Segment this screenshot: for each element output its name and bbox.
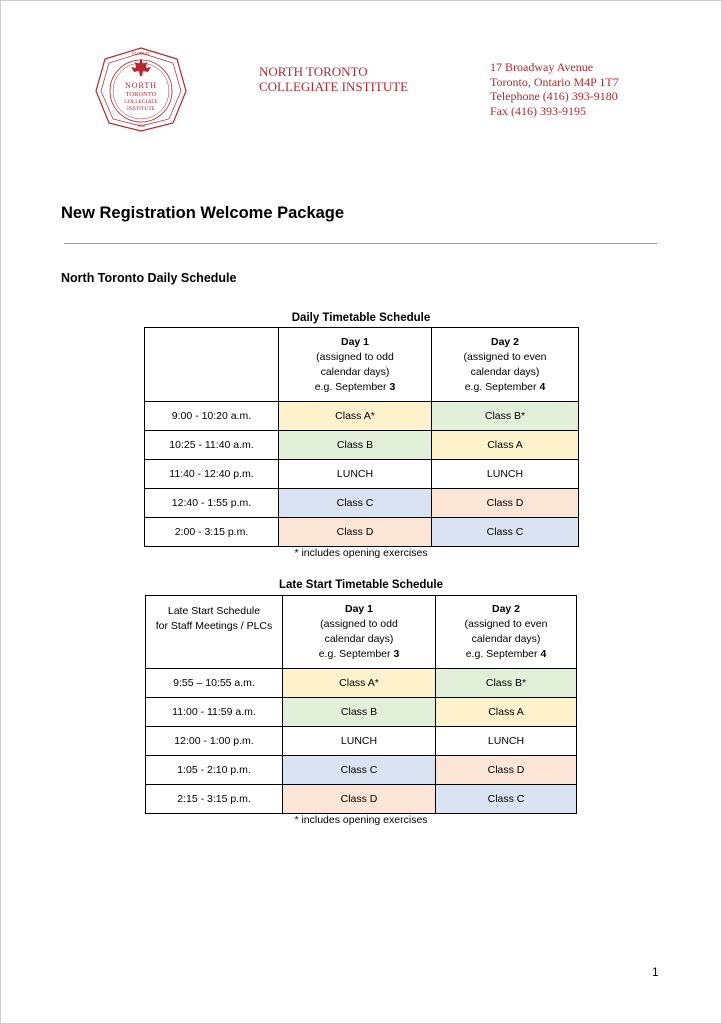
day2-title: Day 2 <box>491 603 521 615</box>
day1-example-prefix: e.g. September <box>314 380 390 393</box>
day2-desc-1: (assigned to even <box>464 618 548 630</box>
table-header-row <box>145 328 579 402</box>
school-address <box>490 60 619 118</box>
time-cell: 9:00 - 10:20 a.m. <box>145 402 279 431</box>
day1-class-cell: Class A* <box>279 402 432 431</box>
day2-class-cell: Class D <box>432 489 579 518</box>
section-title: North Toronto Daily Schedule <box>61 271 237 285</box>
time-cell: 2:15 - 3:15 p.m. <box>146 785 283 814</box>
time-cell: 12:40 - 1:55 p.m. <box>145 489 279 518</box>
table-row <box>145 489 579 518</box>
late-start-timetable <box>145 595 577 814</box>
day1-desc-2: calendar days) <box>324 633 394 645</box>
day1-class-cell: LUNCH <box>279 460 432 489</box>
address-city: Toronto, Ontario M4P 1T7 <box>490 74 619 89</box>
day2-class-cell: LUNCH <box>436 727 577 756</box>
day2-example-prefix: e.g. September <box>465 648 541 660</box>
day1-class-cell: Class A* <box>283 669 436 698</box>
day1-class-cell: LUNCH <box>283 727 436 756</box>
time-cell: 2:00 - 3:15 p.m. <box>145 518 279 547</box>
day1-class-cell: Class C <box>283 756 436 785</box>
title-divider <box>64 243 657 244</box>
corner-line-2: for Staff Meetings / PLCs <box>155 620 273 632</box>
day1-desc-1: (assigned to odd <box>316 350 394 363</box>
school-name <box>259 64 408 94</box>
time-cell: 10:25 - 11:40 a.m. <box>145 431 279 460</box>
day1-desc-2: calendar days) <box>320 365 390 378</box>
table-row <box>146 669 577 698</box>
day2-class-cell: LUNCH <box>432 460 579 489</box>
corner-cell <box>145 328 279 402</box>
school-name-line-1: NORTH TORONTO <box>259 64 368 79</box>
day2-header <box>432 328 579 402</box>
corner-cell <box>146 596 283 669</box>
document-title: New Registration Welcome Package <box>61 204 345 222</box>
table-row <box>145 518 579 547</box>
day1-class-cell: Class D <box>279 518 432 547</box>
table-row <box>145 402 579 431</box>
crest-year: 1912 <box>137 123 145 128</box>
day1-example-number: 3 <box>393 648 400 660</box>
day1-title: Day 1 <box>340 335 370 348</box>
day1-header <box>279 328 432 402</box>
day2-class-cell: Class D <box>436 756 577 785</box>
daily-timetable <box>144 327 579 547</box>
day1-desc-1: (assigned to odd <box>320 618 398 630</box>
crest-line-3: COLLEGIATE <box>124 99 158 105</box>
late-start-timetable-caption: Late Start Timetable Schedule <box>278 579 444 591</box>
table-row <box>145 460 579 489</box>
day1-class-cell: Class C <box>279 489 432 518</box>
daily-timetable-note: * includes opening exercises <box>294 547 428 559</box>
table-row <box>146 756 577 785</box>
address-telephone: Telephone (416) 393-9180 <box>490 89 618 103</box>
day2-header <box>436 596 577 669</box>
school-crest-logo <box>93 45 189 133</box>
day2-desc-2: calendar days) <box>471 633 541 645</box>
day2-example <box>438 647 574 662</box>
day2-class-cell: Class C <box>432 518 579 547</box>
table-row <box>146 785 577 814</box>
day2-desc-2: calendar days) <box>470 365 540 378</box>
time-cell: 9:55 – 10:55 a.m. <box>146 669 283 698</box>
day1-example <box>285 647 433 662</box>
table-row <box>146 698 577 727</box>
crest-line-1: NORTH <box>124 81 158 90</box>
day2-example <box>434 380 576 395</box>
school-name-line-2: COLLEGIATE INSTITUTE <box>259 79 409 94</box>
table-row <box>146 727 577 756</box>
corner-line-1: Late Start Schedule <box>167 605 261 617</box>
day2-class-cell: Class B* <box>432 402 579 431</box>
day1-class-cell: Class B <box>283 698 436 727</box>
address-fax: Fax (416) 393-9195 <box>490 103 586 118</box>
day1-class-cell: Class D <box>283 785 436 814</box>
time-cell: 12:00 - 1:00 p.m. <box>146 727 283 756</box>
daily-timetable-caption: Daily Timetable Schedule <box>291 312 431 324</box>
page-number: 1 <box>652 965 659 979</box>
time-cell: 11:40 - 12:40 p.m. <box>145 460 279 489</box>
day1-class-cell: Class B <box>279 431 432 460</box>
day1-title: Day 1 <box>344 603 374 615</box>
day2-desc-1: (assigned to even <box>463 350 547 363</box>
day2-class-cell: Class C <box>436 785 577 814</box>
day2-example-number: 4 <box>540 648 547 660</box>
crest-line-4: INSTITUTE <box>126 106 156 112</box>
day1-example-prefix: e.g. September <box>318 648 394 660</box>
day2-example-number: 4 <box>539 380 546 393</box>
day2-example-prefix: e.g. September <box>464 380 540 393</box>
crest-line-2: TORONTO <box>125 91 157 98</box>
table-row <box>145 431 579 460</box>
time-cell: 1:05 - 2:10 p.m. <box>146 756 283 785</box>
day2-class-cell: Class B* <box>436 669 577 698</box>
day1-header <box>283 596 436 669</box>
address-street: 17 Broadway Avenue <box>490 60 594 74</box>
day1-example-number: 3 <box>389 380 396 393</box>
day2-class-cell: Class A <box>436 698 577 727</box>
day2-title: Day 2 <box>490 335 520 348</box>
late-start-timetable-note: * includes opening exercises <box>294 814 428 826</box>
day2-class-cell: Class A <box>432 431 579 460</box>
crest-top-text: FLOREAT <box>132 51 150 56</box>
table-header-row <box>146 596 577 669</box>
day1-example <box>281 380 429 395</box>
time-cell: 11:00 - 11:59 a.m. <box>146 698 283 727</box>
